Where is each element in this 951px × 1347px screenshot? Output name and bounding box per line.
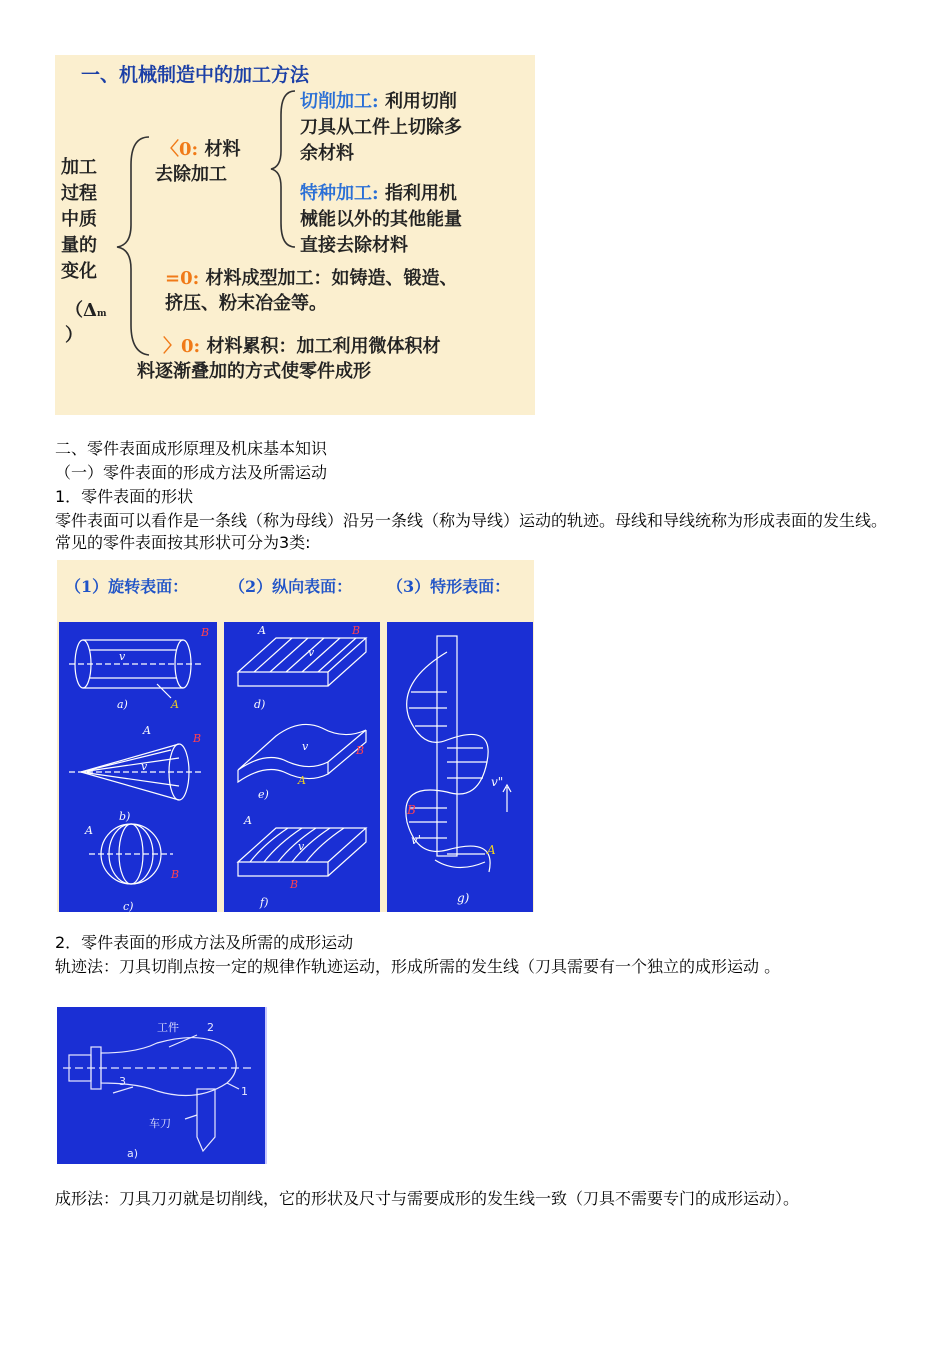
cone-B-label: B <box>193 732 202 745</box>
panel-rotary <box>59 622 217 912</box>
curved-B-label: B <box>356 744 365 757</box>
heading-special-surface: （3）特形表面： <box>387 577 511 596</box>
machining-methods-diagram <box>55 55 535 415</box>
number-2-label: 2 <box>207 1021 214 1034</box>
longitudinal-surfaces-drawing <box>224 622 380 912</box>
curved-v-label: v <box>302 740 309 753</box>
panel-longitudinal <box>224 622 380 912</box>
cone-v-label: v <box>141 760 148 773</box>
braces-graphic <box>55 55 535 415</box>
paragraph-surface-shapes: 零件表面可以看作是一条线（称为母线）沿另一条线（称为导线）运动的轨迹。母线和导线统称为形成表面的发生线。常见的零件表面按其形状可分为3类: <box>55 511 888 552</box>
plate-A-label: A <box>258 624 266 637</box>
paragraph-trajectory-method: 轨迹法：刀具切削点按一定的规律作轨迹运动，形成所需的发生线（刀具需要有一个独立的成形运动 。 <box>55 957 781 976</box>
wavy-B-label: B <box>290 878 299 891</box>
paragraph-forming-method: 成形法：刀具刀刃就是切削线，它的形状及尺寸与需要成形的发生线一致（刀具不需要专门的成形运动）。 <box>55 1189 800 1208</box>
left-label-3: 中质 <box>61 209 97 230</box>
cutting-line2: 刀具从工件上切除多 <box>300 117 462 138</box>
delta-close: ） <box>65 325 83 346</box>
special-line3: 直接去除材料 <box>300 235 408 256</box>
greater-line2: 料逐渐叠加的方式使零件成形 <box>137 361 371 382</box>
cutting-line1: 切削加工: 利用切削 <box>300 91 457 112</box>
curved-A-label: A <box>298 774 306 787</box>
number-1-label: 1 <box>241 1085 248 1098</box>
heading-rotary-surface: （1）旋转表面： <box>65 577 189 596</box>
label-a: a) <box>117 698 128 711</box>
delta-label: （Δm <box>65 300 107 321</box>
heading-longitudinal-surface: （2）纵向表面： <box>229 577 353 596</box>
cyl-A-label: A <box>171 698 179 711</box>
rotary-surfaces-drawing <box>59 622 217 912</box>
special-line2: 械能以外的其他能量 <box>300 209 462 230</box>
left-label-5: 变化 <box>61 261 97 282</box>
workpiece-label: 工件 <box>157 1021 179 1034</box>
panel-special <box>387 622 533 912</box>
special-B-label: B <box>407 803 416 817</box>
label-b: b) <box>119 810 131 823</box>
wavy-v-label: v <box>298 840 305 853</box>
special-A-label: A <box>487 843 496 857</box>
sphere-A-label: A <box>85 824 93 837</box>
surface-types-figure <box>57 560 534 912</box>
label-f: f) <box>260 896 269 909</box>
greater-line1: 〉0: 材料累积：加工利用微体积材 <box>163 336 441 357</box>
label-c: c) <box>123 900 134 912</box>
cone-A-label: A <box>143 724 151 737</box>
subsection-heading-1: （一）零件表面的形成方法及所需运动 <box>55 463 328 482</box>
special-v1-label: v' <box>411 833 422 847</box>
special-v2-label: v" <box>491 775 504 789</box>
section-heading-2: 二、零件表面成形原理及机床基本知识 <box>55 439 328 458</box>
removal-line2: 去除加工 <box>155 164 227 185</box>
special-line1: 特种加工: 指利用机 <box>300 183 457 204</box>
cutting-line3: 余材料 <box>300 143 354 164</box>
plate-B-label: B <box>352 624 361 637</box>
equal-line2: 挤压、粉末冶金等。 <box>165 293 327 314</box>
item-heading-2: 2．零件表面的形成方法及所需的成形运动 <box>55 933 354 952</box>
plate-v-label: v <box>308 646 315 659</box>
number-3-label: 3 <box>119 1075 126 1088</box>
cyl-v-label: v <box>119 650 126 663</box>
wavy-A-label: A <box>244 814 252 827</box>
equal-line1: =0: 材料成型加工：如铸造、锻造、 <box>165 268 458 289</box>
sphere-B-label: B <box>171 868 180 881</box>
left-label-2: 过程 <box>61 183 97 204</box>
label-e: e) <box>258 788 269 801</box>
label-d: d) <box>254 698 266 711</box>
left-label-4: 量的 <box>61 235 97 256</box>
tool-label: 车刀 <box>149 1117 171 1130</box>
label-a-fig3: a) <box>127 1147 139 1160</box>
special-surface-drawing <box>387 622 533 912</box>
cyl-B-label: B <box>201 626 210 639</box>
left-label-1: 加工 <box>61 157 97 178</box>
label-g: g) <box>457 891 470 905</box>
item-heading-1: 1．零件表面的形状 <box>55 487 194 506</box>
diagram-title: 一、机械制造中的加工方法 <box>81 64 310 86</box>
trajectory-method-figure <box>57 1007 267 1164</box>
removal-line1: 〈0: 材料 <box>161 139 241 160</box>
turning-drawing <box>57 1007 265 1164</box>
